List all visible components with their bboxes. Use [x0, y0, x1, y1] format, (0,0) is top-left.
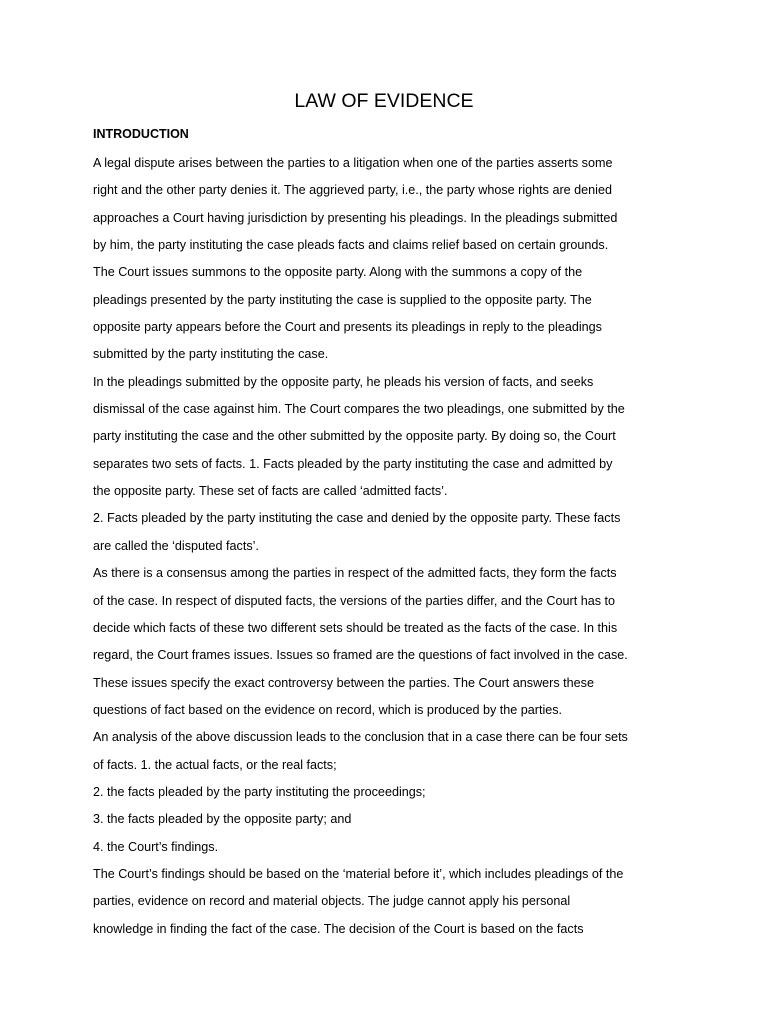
text-line: by him, the party instituting the case pleads facts and claims relief based on certain grounds. — [93, 238, 609, 253]
text-line: knowledge in finding the fact of the case. The decision of the Court is based on the facts — [93, 921, 584, 936]
text-line: decide which facts of these two different sets should be treated as the facts of the case. In this — [93, 620, 618, 635]
text-line: dismissal of the case against him. The Court compares the two pleadings, one submitted by the — [93, 402, 625, 417]
text-line: parties, evidence on record and material objects. The judge cannot apply his personal — [93, 894, 571, 909]
text-line: of facts. 1. the actual facts, or the real facts; — [93, 757, 337, 772]
document-title: LAW OF EVIDENCE — [294, 90, 474, 112]
section-heading-introduction: INTRODUCTION — [93, 127, 189, 141]
text-line: separates two sets of facts. 1. Facts pleaded by the party instituting the case and admitted by — [93, 456, 613, 471]
text-line: of the case. In respect of disputed facts, the versions of the parties differ, and the Court has to — [93, 593, 616, 608]
text-line: 4. the Court’s findings. — [93, 839, 219, 854]
text-line: party instituting the case and the other submitted by the opposite party. By doing so, the Court — [93, 429, 616, 444]
text-line: opposite party appears before the Court and presents its pleadings in reply to the pleadings — [93, 320, 602, 335]
text-line: the opposite party. These set of facts are called ‘admitted facts’. — [93, 484, 448, 499]
text-line: 2. Facts pleaded by the party instituting the case and denied by the opposite party. These facts — [93, 511, 621, 526]
text-line: right and the other party denies it. The aggrieved party, i.e., the party whose rights are denied — [93, 183, 612, 198]
text-line: regard, the Court frames issues. Issues so framed are the questions of fact involved in the case. — [93, 648, 628, 663]
text-line: The Court’s findings should be based on the ‘material before it’, which includes pleadings of the — [93, 866, 624, 881]
text-line: In the pleadings submitted by the opposite party, he pleads his version of facts, and seeks — [93, 374, 594, 389]
text-line: 2. the facts pleaded by the party instituting the proceedings; — [93, 784, 426, 799]
text-line: A legal dispute arises between the parties to a litigation when one of the parties asserts some — [93, 156, 613, 170]
text-line: pleadings presented by the party instituting the case is supplied to the opposite party. The — [93, 292, 592, 307]
text-line: are called the ‘disputed facts’. — [93, 538, 259, 553]
text-line: These issues specify the exact controversy between the parties. The Court answers these — [93, 675, 594, 690]
text-line: approaches a Court having jurisdiction by presenting his pleadings. In the pleadings submitted — [93, 210, 618, 225]
body-text — [93, 150, 653, 943]
text-line: questions of fact based on the evidence on record, which is produced by the parties. — [93, 702, 563, 717]
text-line: 3. the facts pleaded by the opposite party; and — [93, 812, 352, 827]
text-line: The Court issues summons to the opposite party. Along with the summons a copy of the — [93, 265, 583, 280]
text-line: An analysis of the above discussion leads to the conclusion that in a case there can be four sets — [93, 730, 628, 745]
text-line: submitted by the party instituting the case. — [93, 347, 329, 362]
text-line: As there is a consensus among the parties in respect of the admitted facts, they form the facts — [93, 566, 617, 581]
